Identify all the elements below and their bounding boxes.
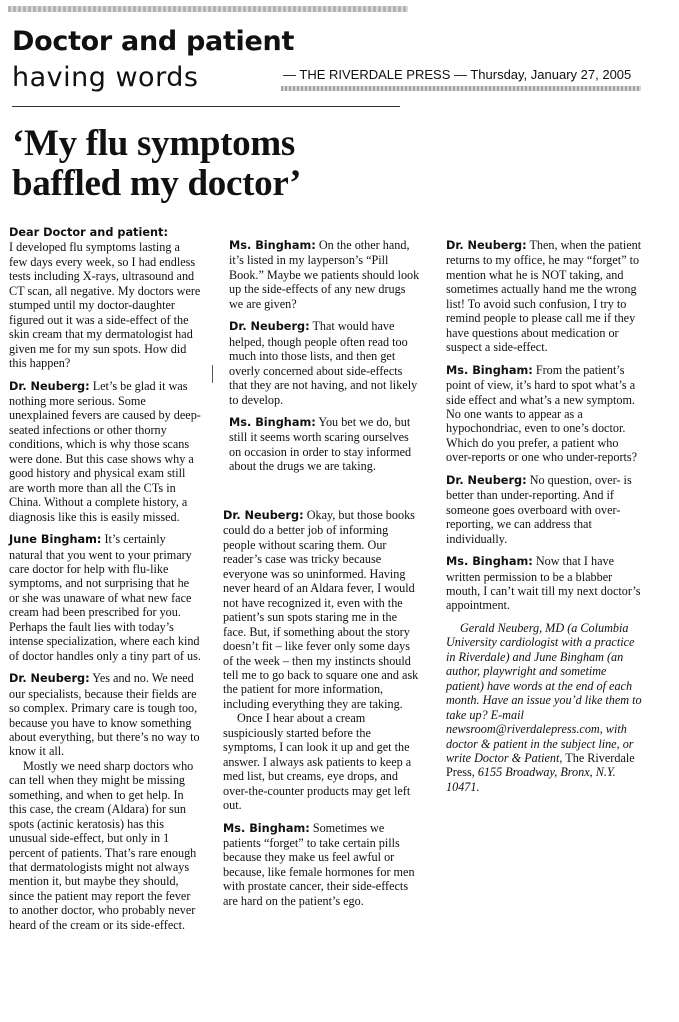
- speaker-label: Ms. Bingham:: [229, 239, 316, 252]
- paragraph-text: Then, when the patient returns to my office, he may “forget” to mention what he is NOT taking, and sometimes actually hand me the wrong list! To avoid such confusion, I try to remind people to please call me if they have questions about medication or suspect a side-effect.: [446, 238, 642, 355]
- paragraph: [446, 473, 644, 546]
- paragraph-text: Once I hear about a cream suspiciously started before the symptoms, I can look it up and get the answer. I always ask patients to keep a med list, but creams, eye drops, and over-the-counter products may get left out.: [223, 711, 412, 813]
- paragraph-text: Let’s be glad it was nothing more serious. Some unexplained fevers are caused by deep-seated infections or other thorny conditions, which is why those scans were done. But this case shows why a good history and physical exam still are worth more than all the CTs in China. Without a complete history, a diagnosis like this is easily missed.: [9, 378, 201, 524]
- headline: [12, 124, 412, 204]
- author-signature: [446, 621, 644, 794]
- article-column-1: [9, 225, 201, 940]
- paragraph: [9, 532, 201, 663]
- scan-mark: [212, 365, 213, 383]
- paragraph-text: It’s certainly natural that you went to your primary care doctor for help with flu-like symptoms, and not surprising that he or she was unaware of what new face cream had been prescribed for you. Perhaps the fault lies with today’s intense specialization, where each kind of doctor handles only a tiny part of us.: [9, 532, 201, 663]
- article-column-2-bottom: [223, 508, 421, 916]
- paragraph: [223, 711, 421, 812]
- paragraph: [229, 319, 421, 407]
- reader-question: [9, 225, 201, 371]
- paragraph: [446, 238, 644, 355]
- speaker-label: Dr. Neuberg:: [446, 473, 527, 487]
- paragraph: [229, 238, 421, 311]
- paragraph-text: I developed flu symptoms lasting a few days every week, so I had endless tests including X-rays, ultrasound and CT scan, all negative. My doctors were stumped until my doctor-daughter figured out it was a side-effect of the skin cream that my dermatologist had given me for my sun spots. How did this happen?: [9, 240, 201, 371]
- masthead-texture: [8, 6, 408, 12]
- speaker-label: Dr. Neuberg:: [223, 509, 304, 522]
- speaker-label: Ms. Bingham:: [223, 821, 310, 835]
- dateline-rule: [281, 86, 641, 91]
- speaker-label: Dear Doctor and patient:: [9, 226, 168, 239]
- article-column-2-top: [229, 238, 421, 482]
- signature-italic: Gerald Neuberg, MD (a Columbia University cardiologist with a practice in Riverdale) and June Bingham (an author, playwright and sometime patient) have words at the end of each month. Have an issue you’d like them to take up? E-mail newsroom@riverdalepress.com, with doctor & patient in the subject line, or write Doctor & Patient,: [446, 620, 642, 765]
- paragraph: [229, 415, 421, 474]
- paragraph-text: From the patient’s point of view, it’s hard to spot what’s a side effect and what’s a new symptom. No one wants to appear as a hypochondriac, even to one’s doctor. Which do you prefer, a patient who over-reports or one who under-reports?: [446, 362, 638, 465]
- paragraph: [223, 508, 421, 711]
- speaker-label: Dr. Neuberg:: [9, 379, 90, 393]
- paragraph-text: On the other hand, it’s listed in my layperson’s “Pill Book.” Maybe we patients should look up the side-effects of any new drugs we are given?: [229, 238, 420, 311]
- article-column-3: [446, 238, 644, 802]
- paragraph: [9, 759, 201, 932]
- dateline: — THE RIVERDALE PRESS — Thursday, January 27, 2005: [283, 67, 632, 82]
- speaker-label: June Bingham:: [9, 533, 102, 547]
- paragraph: [9, 671, 201, 759]
- column-kicker: Doctor and patient: [12, 26, 295, 57]
- paragraph-text: You bet we do, but still it seems worth scaring ourselves on occasion in order to stay informed about the drugs we are taking.: [229, 414, 412, 474]
- headline-line-2: baffled my doctor’: [12, 163, 302, 204]
- speaker-label: Dr. Neuberg:: [446, 239, 527, 252]
- paragraph-text: Yes and no. We need our specialists, because their fields are so complex. Primary care is tough too, because you have to know something about everything, but there’s no way to know it all.: [9, 671, 200, 759]
- paragraph: [9, 379, 201, 525]
- headline-line-1: ‘My flu symptoms: [12, 123, 295, 164]
- paragraph-text: Sometimes we patients “forget” to take certain pills because they make us feel awful or because, like female hormones for men with prostate cancer, their side-effects are hard on the patient’s ego.: [223, 820, 415, 908]
- column-deck: having words: [12, 62, 199, 93]
- header-divider: [12, 106, 400, 107]
- speaker-label: Dr. Neuberg:: [229, 320, 310, 334]
- speaker-label: Ms. Bingham:: [446, 555, 533, 569]
- paragraph: [446, 363, 644, 465]
- speaker-label: Ms. Bingham:: [229, 415, 316, 429]
- paragraph: [223, 821, 421, 909]
- paragraph-text: That would have helped, though people often read too much into those lists, and then get overly concerned about side-effects that they are not having, and not likely to develop.: [229, 319, 418, 407]
- paragraph-text: Now that I have written permission to be a blabber mouth, I can’t wait till my next doctor’s appointment.: [446, 554, 641, 613]
- speaker-label: Ms. Bingham:: [446, 363, 533, 377]
- speaker-label: Dr. Neuberg:: [9, 672, 90, 686]
- signature-address: 6155 Broadway, Bronx, N.Y. 10471.: [446, 765, 616, 794]
- paragraph-text: Okay, but those books could do a better job of informing people without scaring them. Our reader’s case was tricky because everyone was so uninformed. Having never heard of an Aldara fever, I would not have recognized it, even with the patient’s sun spots staring me in the face. But, if something about the story doesn’t fit – like fever only some days of the week – then my instincts should tell me to go back to square one and ask the patient for more information, including everything they are taking.: [223, 508, 419, 711]
- paragraph: [446, 554, 644, 613]
- paragraph-text: No question, over- is better than under-reporting. And if someone goes overboard with over-reporting, we can address that individually.: [446, 472, 632, 546]
- signature-publication: The Riverdale Press,: [446, 750, 635, 780]
- paragraph-text: Mostly we need sharp doctors who can tell when they might be missing something, and when to get help. In this case, the cream (Aldara) for sun spots (actinic keratosis) has this unusual side-effect, but only in 1 percent of patients. That’s rare enough that dermatologists might not always mention it, but maybe they should, since the patient may report the fever to another doctor, who probably never heard of the cream or its side-effect.: [9, 758, 197, 932]
